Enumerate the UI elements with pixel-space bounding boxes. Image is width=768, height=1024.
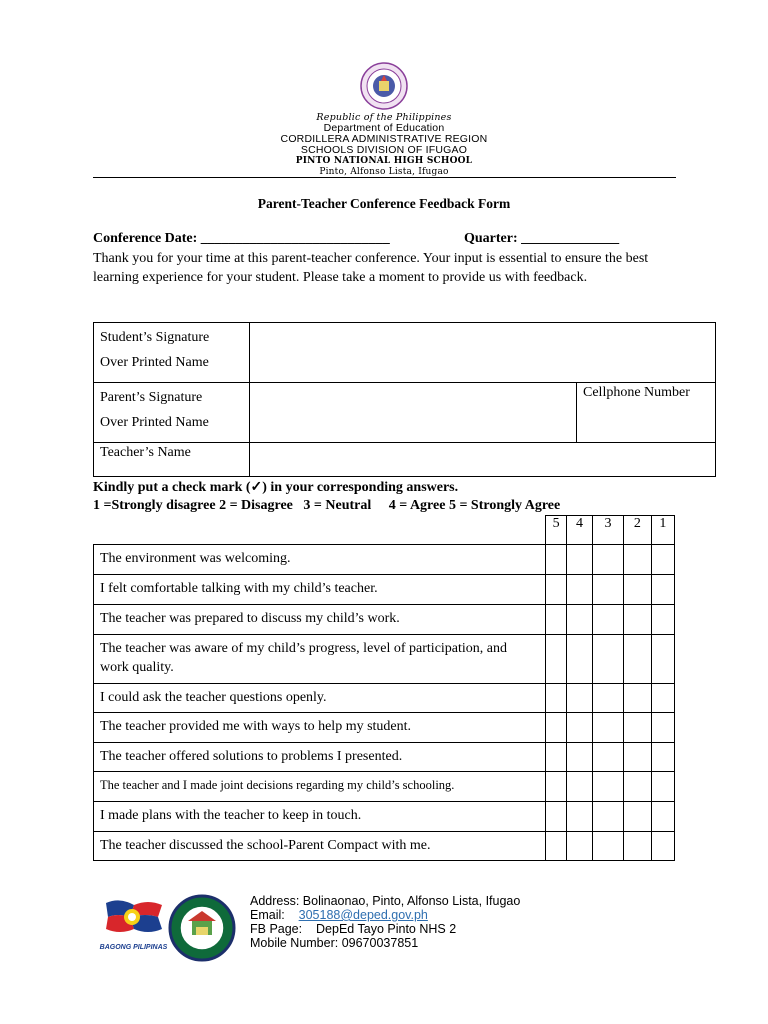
rating-table — [93, 515, 675, 861]
rating-cell-4[interactable] — [567, 832, 592, 861]
rating-cell-5[interactable] — [546, 635, 567, 684]
rating-cell-4[interactable] — [567, 605, 592, 635]
statement-text: I made plans with the teacher to keep in touch. — [94, 802, 546, 832]
intro-paragraph: Thank you for your time at this parent-teacher conference. Your input is essential to ensure the best learning experience for your student. Please take a moment to provide us with feedback. — [93, 251, 649, 285]
rating-cell-3[interactable] — [592, 713, 623, 743]
rating-cell-5[interactable] — [546, 684, 567, 713]
rating-cell-5[interactable] — [546, 743, 567, 772]
teacher-name-label — [94, 443, 250, 477]
parent-signature-field[interactable] — [250, 383, 577, 443]
rating-cell-2[interactable] — [624, 635, 651, 684]
rating-cell-2[interactable] — [624, 743, 651, 772]
region-text: CORDILLERA ADMINISTRATIVE REGION — [280, 133, 488, 145]
rating-cell-5[interactable] — [546, 575, 567, 605]
statement-text: The teacher was aware of my child’s progress, level of participation, and work quality. — [94, 635, 546, 684]
statement-text: The teacher and I made joint decisions regarding my child’s schooling. — [94, 772, 546, 802]
rating-cell-4[interactable] — [567, 575, 592, 605]
letterhead — [0, 62, 768, 178]
parent-signature-line2: Over Printed Name — [100, 415, 209, 430]
scale-3: 3 — [592, 516, 623, 545]
rating-row — [94, 802, 675, 832]
footer-mobile: Mobile Number: 09670037851 — [250, 936, 419, 950]
rating-cell-5[interactable] — [546, 605, 567, 635]
statement-text: The teacher discussed the school-Parent Compact with me. — [94, 832, 546, 861]
rating-cell-1[interactable] — [651, 802, 674, 832]
rating-cell-2[interactable] — [624, 832, 651, 861]
department-text: Department of Education — [323, 122, 445, 134]
student-signature-label — [94, 323, 250, 383]
cellphone-number-field[interactable] — [577, 383, 716, 443]
student-signature-line2: Over Printed Name — [100, 355, 209, 370]
rating-cell-1[interactable] — [651, 635, 674, 684]
rating-row — [94, 772, 675, 802]
footer-fb-label: FB Page: — [250, 922, 303, 936]
rating-cell-3[interactable] — [592, 635, 623, 684]
instruction-line: Kindly put a check mark (✓) in your corresponding answers. — [93, 480, 459, 495]
rating-cell-3[interactable] — [592, 605, 623, 635]
rating-cell-1[interactable] — [651, 575, 674, 605]
rating-cell-4[interactable] — [567, 545, 592, 575]
form-title: Parent-Teacher Conference Feedback Form — [257, 196, 511, 211]
rating-row — [94, 832, 675, 861]
footer-email-link[interactable]: 305188@deped.gov.ph — [298, 908, 428, 922]
rating-cell-1[interactable] — [651, 743, 674, 772]
rating-cell-4[interactable] — [567, 772, 592, 802]
header-blank-cell — [94, 516, 546, 545]
rating-cell-1[interactable] — [651, 713, 674, 743]
rating-cell-4[interactable] — [567, 635, 592, 684]
rating-row — [94, 684, 675, 713]
rating-row — [94, 545, 675, 575]
rating-cell-3[interactable] — [592, 575, 623, 605]
instructions — [93, 479, 560, 515]
student-signature-line1: Student’s Signature — [100, 330, 210, 345]
rating-cell-4[interactable] — [567, 684, 592, 713]
rating-cell-2[interactable] — [624, 545, 651, 575]
footer-fb-page: DepEd Tayo Pinto NHS 2 — [316, 922, 457, 936]
rating-header-row — [94, 516, 675, 545]
rating-cell-2[interactable] — [624, 575, 651, 605]
deped-seal-icon — [354, 62, 414, 110]
footer-fb-line — [250, 922, 520, 936]
bagong-pilipinas-caption: BAGONG PILIPINAS — [99, 944, 168, 951]
footer-contact — [250, 894, 520, 950]
rating-cell-1[interactable] — [651, 684, 674, 713]
rating-cell-5[interactable] — [546, 802, 567, 832]
footer-email-line — [250, 908, 520, 922]
statement-text: The environment was welcoming. — [94, 545, 546, 575]
quarter-field[interactable]: Quarter: ______________ — [464, 231, 620, 246]
teacher-name-field[interactable] — [250, 443, 716, 477]
rating-cell-3[interactable] — [592, 743, 623, 772]
statement-text: The teacher offered solutions to problems I presented. — [94, 743, 546, 772]
footer-logos — [100, 893, 240, 963]
conference-date-field[interactable]: Conference Date: ___________________________ — [93, 231, 390, 246]
cellphone-label: Cellphone Number — [583, 385, 690, 400]
teacher-name-text: Teacher’s Name — [100, 445, 191, 460]
rating-row — [94, 713, 675, 743]
parent-signature-line1: Parent’s Signature — [100, 390, 203, 405]
statement-text: I felt comfortable talking with my child’s teacher. — [94, 575, 546, 605]
rating-cell-5[interactable] — [546, 545, 567, 575]
scale-1: 1 — [651, 516, 674, 545]
rating-cell-3[interactable] — [592, 802, 623, 832]
statement-text: I could ask the teacher questions openly. — [94, 684, 546, 713]
rating-cell-1[interactable] — [651, 605, 674, 635]
rating-cell-2[interactable] — [624, 605, 651, 635]
student-signature-field[interactable] — [250, 323, 716, 383]
rating-cell-1[interactable] — [651, 545, 674, 575]
school-seal-icon — [170, 896, 234, 960]
statement-text: The teacher provided me with ways to help my student. — [94, 713, 546, 743]
signature-table — [93, 322, 716, 477]
rating-cell-2[interactable] — [624, 684, 651, 713]
rating-row — [94, 575, 675, 605]
school-location: Pinto, Alfonso Lista, Ifugao — [319, 167, 449, 177]
scale-legend: 1 =Strongly disagree 2 = Disagree 3 = Neutral 4 = Agree 5 = Strongly Agree — [93, 498, 561, 513]
scale-5: 5 — [546, 516, 567, 545]
division-text: SCHOOLS DIVISION OF IFUGAO — [300, 144, 468, 156]
scale-4: 4 — [567, 516, 592, 545]
rating-cell-1[interactable] — [651, 832, 674, 861]
rating-row — [94, 635, 675, 684]
scale-2: 2 — [624, 516, 651, 545]
statement-text: The teacher was prepared to discuss my child’s work. — [94, 605, 546, 635]
rating-cell-3[interactable] — [592, 832, 623, 861]
rating-cell-5[interactable] — [546, 772, 567, 802]
header-divider — [93, 177, 676, 178]
school-name: PINTO NATIONAL HIGH SCHOOL — [295, 156, 473, 166]
rating-row — [94, 743, 675, 772]
rating-cell-5[interactable] — [546, 713, 567, 743]
rating-cell-4[interactable] — [567, 802, 592, 832]
republic-text: Republic of the Philippines — [316, 112, 452, 123]
rating-cell-1[interactable] — [651, 772, 674, 802]
rating-cell-3[interactable] — [592, 684, 623, 713]
rating-cell-2[interactable] — [624, 802, 651, 832]
rating-row — [94, 605, 675, 635]
rating-cell-3[interactable] — [592, 545, 623, 575]
bagong-pilipinas-logo-icon — [106, 900, 162, 932]
rating-cell-3[interactable] — [592, 772, 623, 802]
rating-cell-2[interactable] — [624, 713, 651, 743]
rating-cell-5[interactable] — [546, 832, 567, 861]
footer-email-label: Email: — [250, 908, 285, 922]
parent-signature-label — [94, 383, 250, 443]
footer-address: Address: Bolinaonao, Pinto, Alfonso Lista, Ifugao — [250, 894, 521, 908]
rating-cell-4[interactable] — [567, 713, 592, 743]
rating-cell-4[interactable] — [567, 743, 592, 772]
rating-cell-2[interactable] — [624, 772, 651, 802]
